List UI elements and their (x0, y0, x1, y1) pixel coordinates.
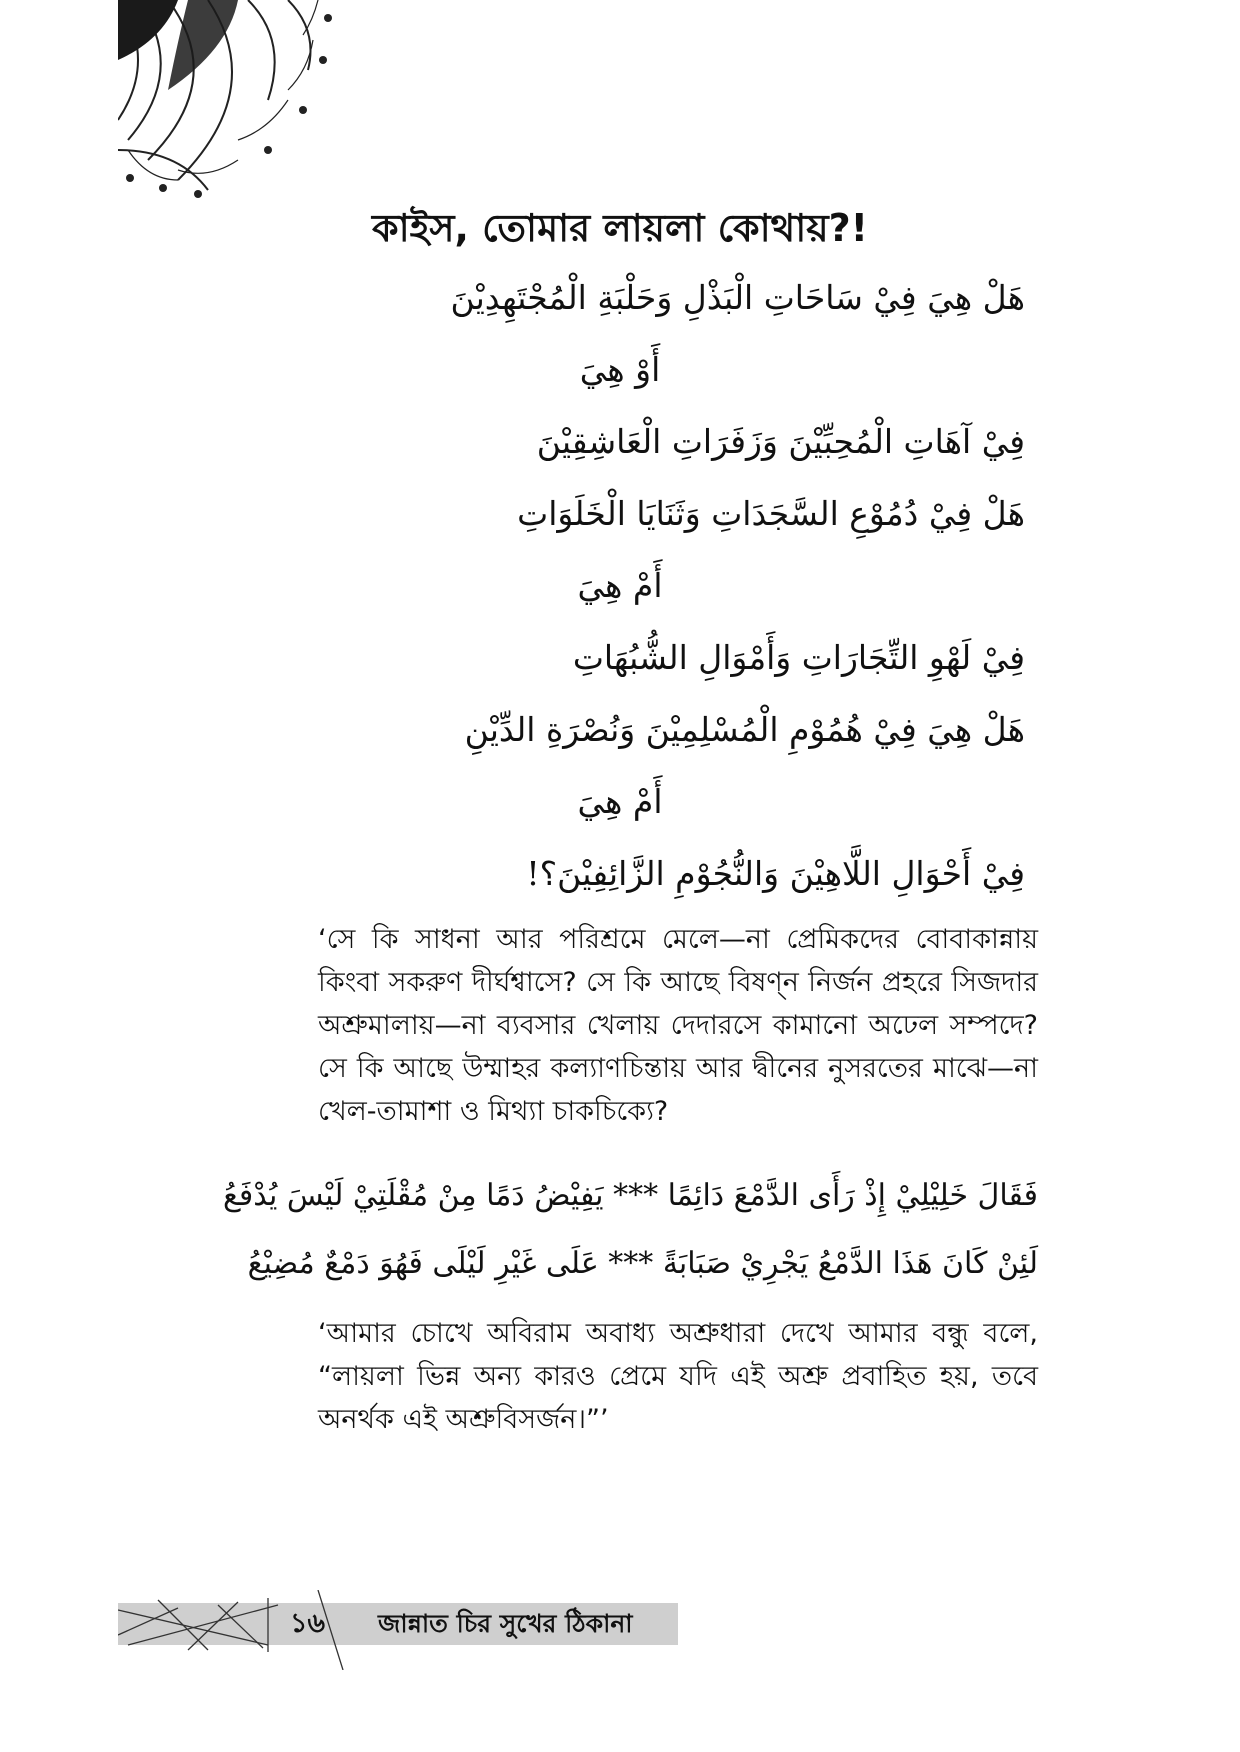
arabic-verse-line: هَلْ فِيْ دُمُوْعِ السَّجَدَاتِ وَثَنَايَا الْخَلَوَاتِ (517, 494, 1025, 533)
arabic-verse-line: أَمْ هِيَ (577, 782, 663, 821)
translation-paragraph: ‘সে কি সাধনা আর পরিশ্রমে মেলে—না প্রেমিকদের বোবাকান্নায় কিংবা সকরুণ দীর্ঘশ্বাসে? সে কি আছে বিষণ্ন নির্জন প্রহরে সিজদার অশ্রুমালায়—না ব্যবসার খেলায় দেদারসে কামানো অঢেল সম্পদে? সে কি আছে উম্মাহর কল্যাণচিন্তায় আর দ্বীনের নুসরতের মাঝে—না খেল-তামাশা ও মিথ্যা চাকচিক্যে? (318, 924, 1038, 1127)
running-book-title: জান্নাত চির সুখের ঠিকানা (378, 1609, 633, 1638)
page-number: ১৬ (290, 1608, 326, 1639)
chapter-title: কাইস, তোমার লায়লা কোথায়?! (371, 206, 869, 250)
arabic-verse-line: فِيْ آهَاتِ الْمُحِبِّيْنَ وَزَفَرَاتِ الْعَاشِقِيْنَ (536, 422, 1025, 461)
arabic-verse-line: أَمْ هِيَ (577, 566, 663, 605)
poem-line: فَقَالَ خَلِيْلِيْ إِذْ رَأَى الدَّمْعَ دَائِمًا *** يَفِيْضُ دَمًا مِنْ مُقْلَتِيْ لَيْسَ يُدْفَعُ (222, 1178, 1038, 1213)
poem-line: لَئِنْ كَانَ هَذَا الدَّمْعُ يَجْرِيْ صَبَابَةً *** عَلَى غَيْرِ لَيْلَى فَهُوَ دَمْعٌ مُضِيْعُ (247, 1246, 1038, 1281)
arabic-verse-line: أَوْ هِيَ (579, 350, 661, 389)
mandala-ornament-icon (118, 0, 333, 200)
arabic-verse-line: فِيْ لَهْوِ التِّجَارَاتِ وَأَمْوَالِ الشُّبُهَاتِ (572, 638, 1025, 677)
arabic-verse-line: هَلْ هِيَ فِيْ هُمُوْمِ الْمُسْلِمِيْنَ وَنُصْرَةِ الدِّيْنِ (464, 710, 1025, 749)
arabic-verse-line: فِيْ أَحْوَالِ اللَّاهِيْنَ وَالنُّجُوْمِ الزَّائِفِيْنَ؟! (526, 854, 1025, 893)
translation-paragraph: ‘আমার চোখে অবিরাম অবাধ্য অশ্রুধারা দেখে আমার বন্ধু বলে, “লায়লা ভিন্ন অন্য কারও প্রেমে যদি এই অশ্রু প্রবাহিত হয়, তবে অনর্থক এই অশ্রুবিসর্জন।”’ (318, 1318, 1038, 1435)
footer-lines-ornament-icon (118, 1590, 388, 1670)
arabic-verse-line: هَلْ هِيَ فِيْ سَاحَاتِ الْبَذْلِ وَحَلْبَةِ الْمُجْتَهِدِيْنَ (450, 278, 1025, 317)
